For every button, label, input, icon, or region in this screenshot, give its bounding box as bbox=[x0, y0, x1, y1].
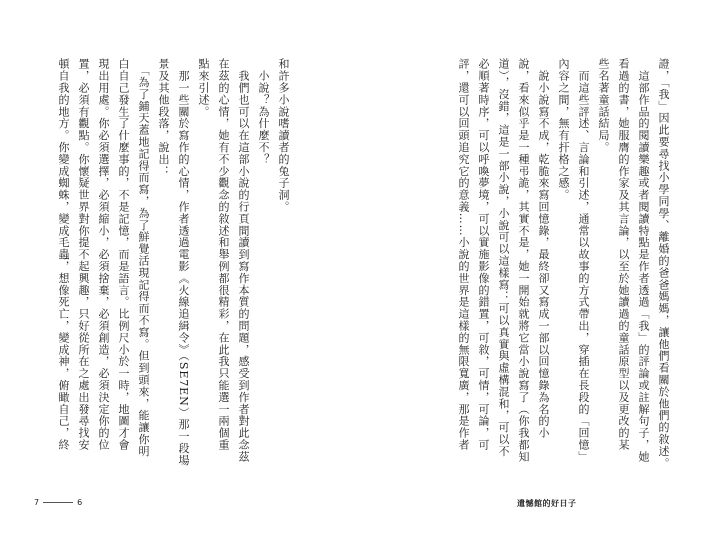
text-line: 內容之間，無有扞格之感。 bbox=[557, 58, 570, 201]
text-line: 說小說寫不成，乾脆來寫回憶錄，最終卻又寫成一部以回憶錄為名的小 bbox=[537, 58, 550, 439]
page-number-left: 7 bbox=[34, 498, 40, 507]
text-line: 白自己發生了什麼事的，不是記憶，而是語言。比例尺小於一時，地圖才會 bbox=[117, 58, 130, 451]
text-line: 必順著時序，可以呼喚夢境，可以實施影像的錯置，可敘，可情，可論，可 bbox=[477, 58, 490, 451]
text-line: 而這些評述、言論和引述，通常以故事的方式帶出，穿插在長段的「回憶」 bbox=[577, 58, 590, 463]
text-line: 些名著童話結局。 bbox=[597, 58, 610, 154]
page-numbers bbox=[34, 498, 82, 507]
text-line: 景及其他段落，說出： bbox=[157, 58, 170, 177]
text-line: 在茲的心情，她有不少觀念的敘述和舉例都很精彩，在此我只能選一兩個重 bbox=[217, 58, 230, 451]
text-line: 小說？為什麼不？ bbox=[257, 58, 270, 166]
text-line: 「為了鋪天蓋地記得而寫，為了鮮覺活現記得而不寫。但到頭來，能讓你明 bbox=[137, 58, 150, 458]
text-line: 證，「我」因此要尋找小學同學、離婚的爸爸媽媽，讓他們看關於他們的敘述。 bbox=[657, 58, 670, 469]
text-line: 現出用處。你必須選擇，必須縮小，必須捨棄，必須創造，必須決定你的位 bbox=[97, 58, 110, 451]
text-line: 道），沒錯，這是一部小說，小說可以這樣寫：可以真實與虛構混和，可以不 bbox=[497, 58, 510, 458]
page-number-right: 6 bbox=[77, 498, 83, 507]
text-line: 置，必須有觀點。你懷疑世界對你提不起興趣，只好從所在之處出發尋找安 bbox=[77, 58, 90, 451]
text-line: 點來引述。 bbox=[197, 58, 210, 118]
text-line: 這部作品的閱讀樂趣或者閱讀特點是作者透過「我」的評論或註解句子，她 bbox=[637, 58, 650, 463]
folio-divider bbox=[43, 502, 73, 503]
text-line: 我們也可以在這部小說的行頁間讀到寫作本質的問題，感受到作者對此念茲 bbox=[237, 58, 250, 463]
right-page-body bbox=[453, 58, 673, 469]
text-line: 那一些關於寫作的心情，作者透過電影《火線追緝令》（SE7EN）那一段場 bbox=[177, 58, 190, 467]
text-line: 評，還可以回頭追究它的意義……小說的世界是這樣的無限寬廣，那是作者 bbox=[457, 58, 470, 451]
text-line: 說，看來似乎是一種弔詭，其實不是，她一開始就將它當小說寫了（你我都知 bbox=[517, 58, 530, 463]
running-title: 遺憾館的好日子 bbox=[517, 499, 577, 508]
text-line: 和許多小說嗜讀者的兔子洞。 bbox=[277, 58, 290, 213]
text-line: 頓自我的地方。你變成蜘蛛，變成毛蟲，想像死亡，變成神，俯瞰自己，終 bbox=[57, 58, 70, 451]
left-page-body bbox=[53, 58, 293, 467]
text-line: 看過的書，她服膺的作家及其言論，以至於她讀過的童話原型以及更改的某 bbox=[617, 58, 630, 451]
